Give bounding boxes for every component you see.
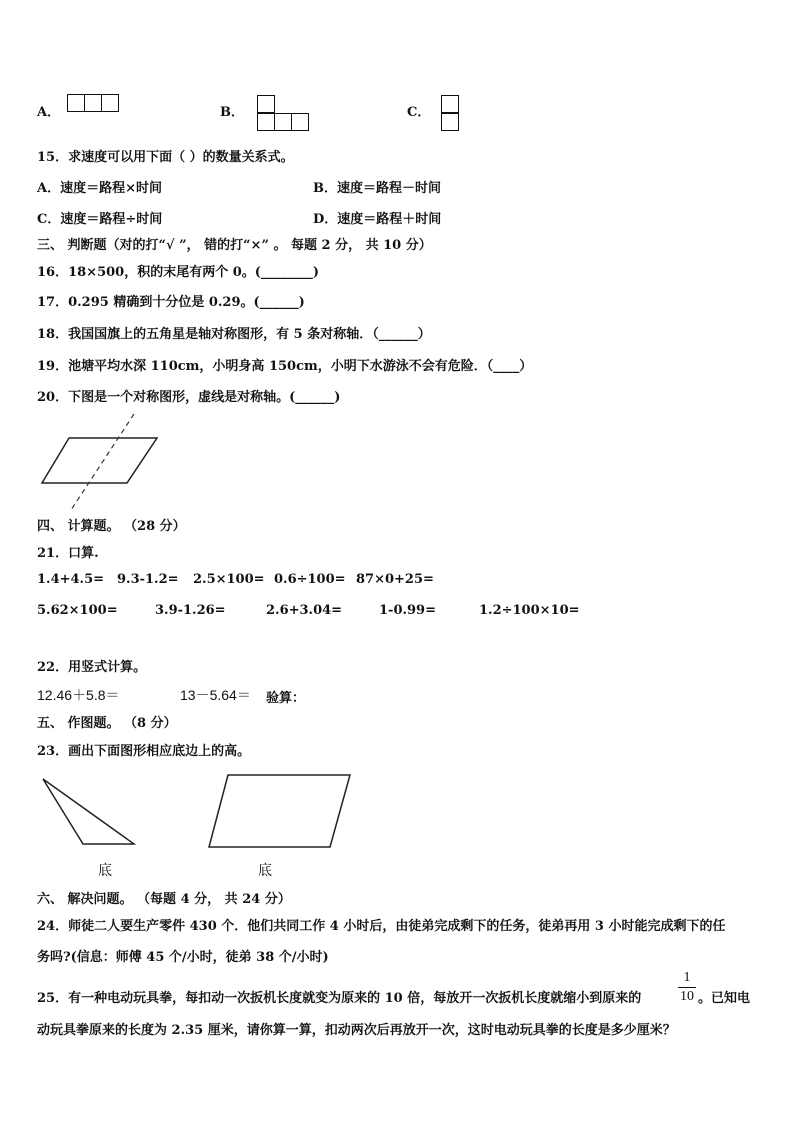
option-c-label: C． (407, 105, 431, 120)
q15-option-c: C．速度＝路程÷时间 (37, 212, 163, 227)
fraction-denominator: 10 (680, 989, 694, 1004)
section-6-heading: 六、 解决问题。 （每题 4 分， 共 24 分） (37, 892, 291, 907)
option-a-label: A． (37, 105, 61, 120)
q25-line-1-b: 。已知电 (698, 991, 751, 1006)
parallelogram-shape (42, 438, 157, 483)
q24-line-1: 24．师徒二人要生产零件 430 个．他们共同工作 4 小时后，由徒弟完成剩下的任务，徒弟再用 3 小时能完成剩下的任 (37, 919, 726, 934)
fraction-numerator: 1 (683, 970, 691, 985)
q20-text: 20．下图是一个对称图形，虚线是对称轴。(______) (37, 390, 341, 405)
section-4-heading: 四、 计算题。 （28 分） (37, 519, 186, 534)
q23-triangle-figure (40, 776, 140, 848)
q20-parallelogram-figure (38, 412, 163, 512)
oral-calc-1-1: 1.4+4.5= (37, 572, 105, 587)
figure-a-three-squares-row (67, 94, 119, 112)
fraction-bar (678, 987, 696, 988)
q21-text: 21．口算. (37, 546, 99, 561)
q25-fraction (678, 970, 696, 1005)
oral-calc-2-1: 5.62×100= (37, 603, 118, 618)
parallelogram-base-label: 底 (258, 862, 272, 878)
vertical-calc-1: 12.46＋5.8＝ (37, 687, 120, 703)
oral-calc-2-4: 1-0.99= (379, 603, 436, 618)
q15-option-d: D．速度＝路程＋时间 (313, 212, 442, 227)
dashed-axis-line (71, 414, 134, 510)
oral-calc-1-3: 2.5×100= (193, 572, 265, 587)
q15-stem: 15．求速度可以用下面（ ）的数量关系式。 (37, 150, 294, 165)
q24-line-2: 务吗?(信息：师傅 45 个/小时，徒弟 38 个/小时) (37, 950, 329, 965)
q16-text: 16．18×500，积的末尾有两个 0。(________) (37, 265, 320, 280)
triangle-shape (43, 779, 134, 844)
oral-calc-2-5: 1.2÷100×10= (479, 603, 580, 618)
oral-calc-1-4: 0.6÷100= (274, 572, 346, 587)
figure-b-l-shape-squares (257, 95, 310, 132)
q25-line-2: 动玩具拳原来的长度为 2.35 厘米，请你算一算，扣动两次后再放开一次，这时电动玩具拳的长度是多少厘米？ (37, 1023, 676, 1038)
q22-text: 22．用竖式计算。 (37, 660, 147, 675)
q25-line-1-a: 25．有一种电动玩具拳，每扣动一次扳机长度就变为原来的 10 倍，每放开一次扳机长度就缩小到原来的 (37, 991, 642, 1006)
oral-calc-1-5: 87×0+25= (356, 572, 434, 587)
q18-text: 18．我国国旗上的五角星是轴对称图形，有 5 条对称轴．（______） (37, 327, 431, 342)
section-5-heading: 五、 作图题。 （8 分） (37, 716, 177, 731)
q17-text: 17．0.295 精确到十分位是 0.29。(______) (37, 295, 305, 310)
q15-option-b: B．速度＝路程－时间 (313, 181, 441, 196)
figure-c-two-squares-column (441, 95, 460, 132)
q19-text: 19．池塘平均水深 110cm，小明身高 150cm，小明下水游泳不会有危险．（____） (37, 359, 533, 374)
q15-option-a: A．速度＝路程×时间 (37, 181, 162, 196)
q23-text: 23．画出下面图形相应底边上的高。 (37, 744, 251, 759)
option-b-label: B． (220, 105, 244, 120)
oral-calc-2-3: 2.6+3.04= (266, 603, 343, 618)
q23-parallelogram-figure (206, 771, 354, 851)
verification-label: 验算： (266, 691, 306, 706)
section-3-heading: 三、 判断题（对的打“√ ”， 错的打“×” 。 每题 2 分， 共 10 分） (37, 238, 432, 253)
oral-calc-1-2: 9.3-1.2= (117, 572, 179, 587)
oral-calc-2-2: 3.9-1.26= (155, 603, 226, 618)
triangle-base-label: 底 (98, 862, 112, 878)
parallelogram-shape-2 (209, 775, 350, 847)
vertical-calc-2: 13－5.64＝ (180, 687, 251, 703)
